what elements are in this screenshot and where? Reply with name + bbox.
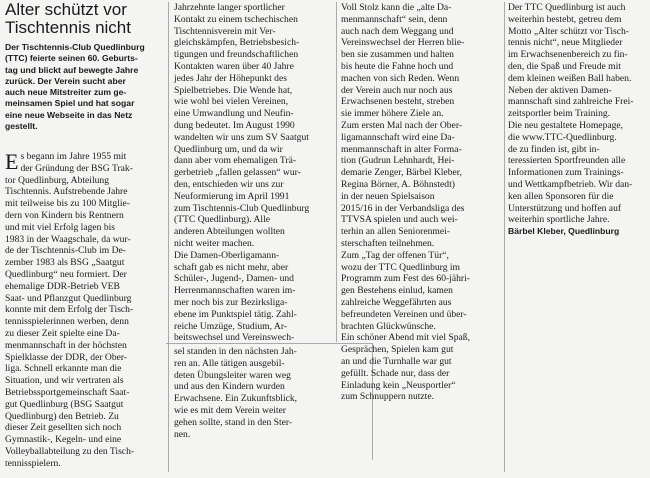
article-column-3: Voll Stolz kann die „alte Da- menmannschaft“ sein, denn auch nach dem Weggang und Vereinswechsel der Herren blie- ben sie zusammen und halten bis heute die Fahne hoch und machen von sich Reden. Wenn der Verein auch nur noch aus Erwachsenen besteht, streben sie immer höhere Ziele an. Zum ersten Mal nach der Ober- ligamannschaft wird eine Da- menmannschaft in alter Forma- tion (Gudrun Lehnhardt, Hei- demarie Zenger, Bärbel Kleber, Regina Börner, A. Böhnstedt) in der neuen Spielsaison 2015/16 in der Verbandsliga des TTVSA spielen und auch wei- terhin an allen Seniorenmei- sterschaften teilnehmen. Zum „Tag der offenen Tür“, wozu der TTC Quedlinburg im Programm zum Fest des 60-jähri- gen Bestehens einlud, kamen zahlreiche Weggefährten aus befreundeten Vereinen und über- brachten Glückwünsche. Ein schöner Abend mit viel Spaß, Gesprächen, Spielen kam gut an und die Turnhalle war gut gefüllt. Schade nur, dass der Einladung kein „Neusportler“ zum Schnuppern nutzte. [341,2,470,403]
article-title: Alter schützt vor Tischtennis nicht [5,0,131,37]
column-rule [336,2,337,342]
column-rule [504,2,505,472]
column-rule [168,2,169,472]
column-4-text: Der TTC Quedlinburg ist auch weiterhin bestebt, getreu dem Motto „Alter schützt vor Tisch- tennis nicht“, neue Mitglieder im Erwachsenenbereich zu fin- den, die Spaß und Freude mit dem kleinen weißen Ball haben. Neben der aktiven Damen- mannschaft sind zahlreiche Frei- zeitsportler beim Training. Die neu gestaltete Homepage, die www.TTC-Quedlinburg. de zu finden ist, gibt in- teressierten Sportfreunden alle Informationen zum Trainings- und Wettkampfbetrieb. Wir dan- ken allen Sponsoren für die Unterstützung und hoffen auf weiterhin sportliche Jahre. [508,2,634,226]
column-1-text: s begann im Jahre 1955 mit der Gründung der BSG Trak- tor Quedlinburg, Abteilung Tischtennis. Aufstrebende Jahre mit teilweise bis zu 100 Mitglie- dern von Kindern bis Rentnern und mit viel Erfolg lagen bis 1983 in der Waagschale, da wur- de der Tischtennis-Club im De- zember 1983 als BSG „Saatgut Quedlinburg“ neu formiert. Der ehemalige DDR-Betrieb VEB Saat- und Pflanzgut Quedlinburg konnte mit dem Erfolg der Tisch- tennisspielerinnen werben, denn zu dieser Zeit spielte eine Da- menmannschaft in der höchsten Spielklasse der DDR, der Ober- liga. Schnell erkannte man die Situation, und wir vertraten als Betriebssportgemeinschaft Saat- gut Quedlinburg (BSG Saatgut Quedlinburg) den Betrieb. Zu dieser Zeit gesellten sich noch Gymnastik-, Kegeln- und eine Volleyballabteilung zu den Tisch- tennisspielern. [5,151,135,469]
article-column-2: Jahrzehnte langer sportlicher Kontakt zu einem tschechischen Tischtennisverein mit Ver- gleichskämpfen, Betriebsbesich- tigungen und freundschaftlichen Kontakten waren über 40 Jahre jedes Jahr der Höhepunkt des Spielbetriebes. Die Wende hat, wie wohl bei vielen Vereinen, eine Umwandlung und Neufin- dung bedeutet. Im August 1990 wandelten wir uns zum SV Saatgut Quedlinburg um, und da wir dann aber vom ehemaligen Trä- gerbetrieb „fallen gelassen“ wur- den, entschieden wir uns zur Neuformierung im April 1991 zum Tischtennis-Club Quedlinburg (TTC Quedlinburg). Alle anderen Abteilungen wollten nicht weiter machen. Die Damen-Oberligamann- schaft gab es nicht mehr, aber Schüler-, Jugend-, Damen- und Herrenmannschaften waren im- mer noch bis zur Bezirksliga- ebene im Punktspiel tätig. Zahl- reiche Umzüge, Studium, Ar- beitswechsel und Vereinswech- [174,2,310,344]
article-lead: Der Tischtennis-Club Quedlinburg (TTC) feierte seinen 60. Geburts- tag und blickt auf bewegte Jahre zurück. Der Verein sucht aber auch neue Mitstreiter zum ge- meinsamen Spiel und hat sogar eine neue Webseite in das Netz gestellt. [5,42,145,132]
author-signature: Bärbel Kleber, Quedlinburg [508,226,620,237]
article-column-2-continued: sel standen in den nächsten Jah- ren an. Alle tätigen ausgebil- deten Übungsleiter waren weg und aus den Kindern wurden Erwachsene. Ein Zukunftsblick, wie es mit dem Verein weiter gehen sollte, stand in den Ster- nen. [174,346,298,440]
article-column-4 [508,2,648,238]
article-column-1 [5,151,165,470]
drop-cap: E [5,149,19,174]
